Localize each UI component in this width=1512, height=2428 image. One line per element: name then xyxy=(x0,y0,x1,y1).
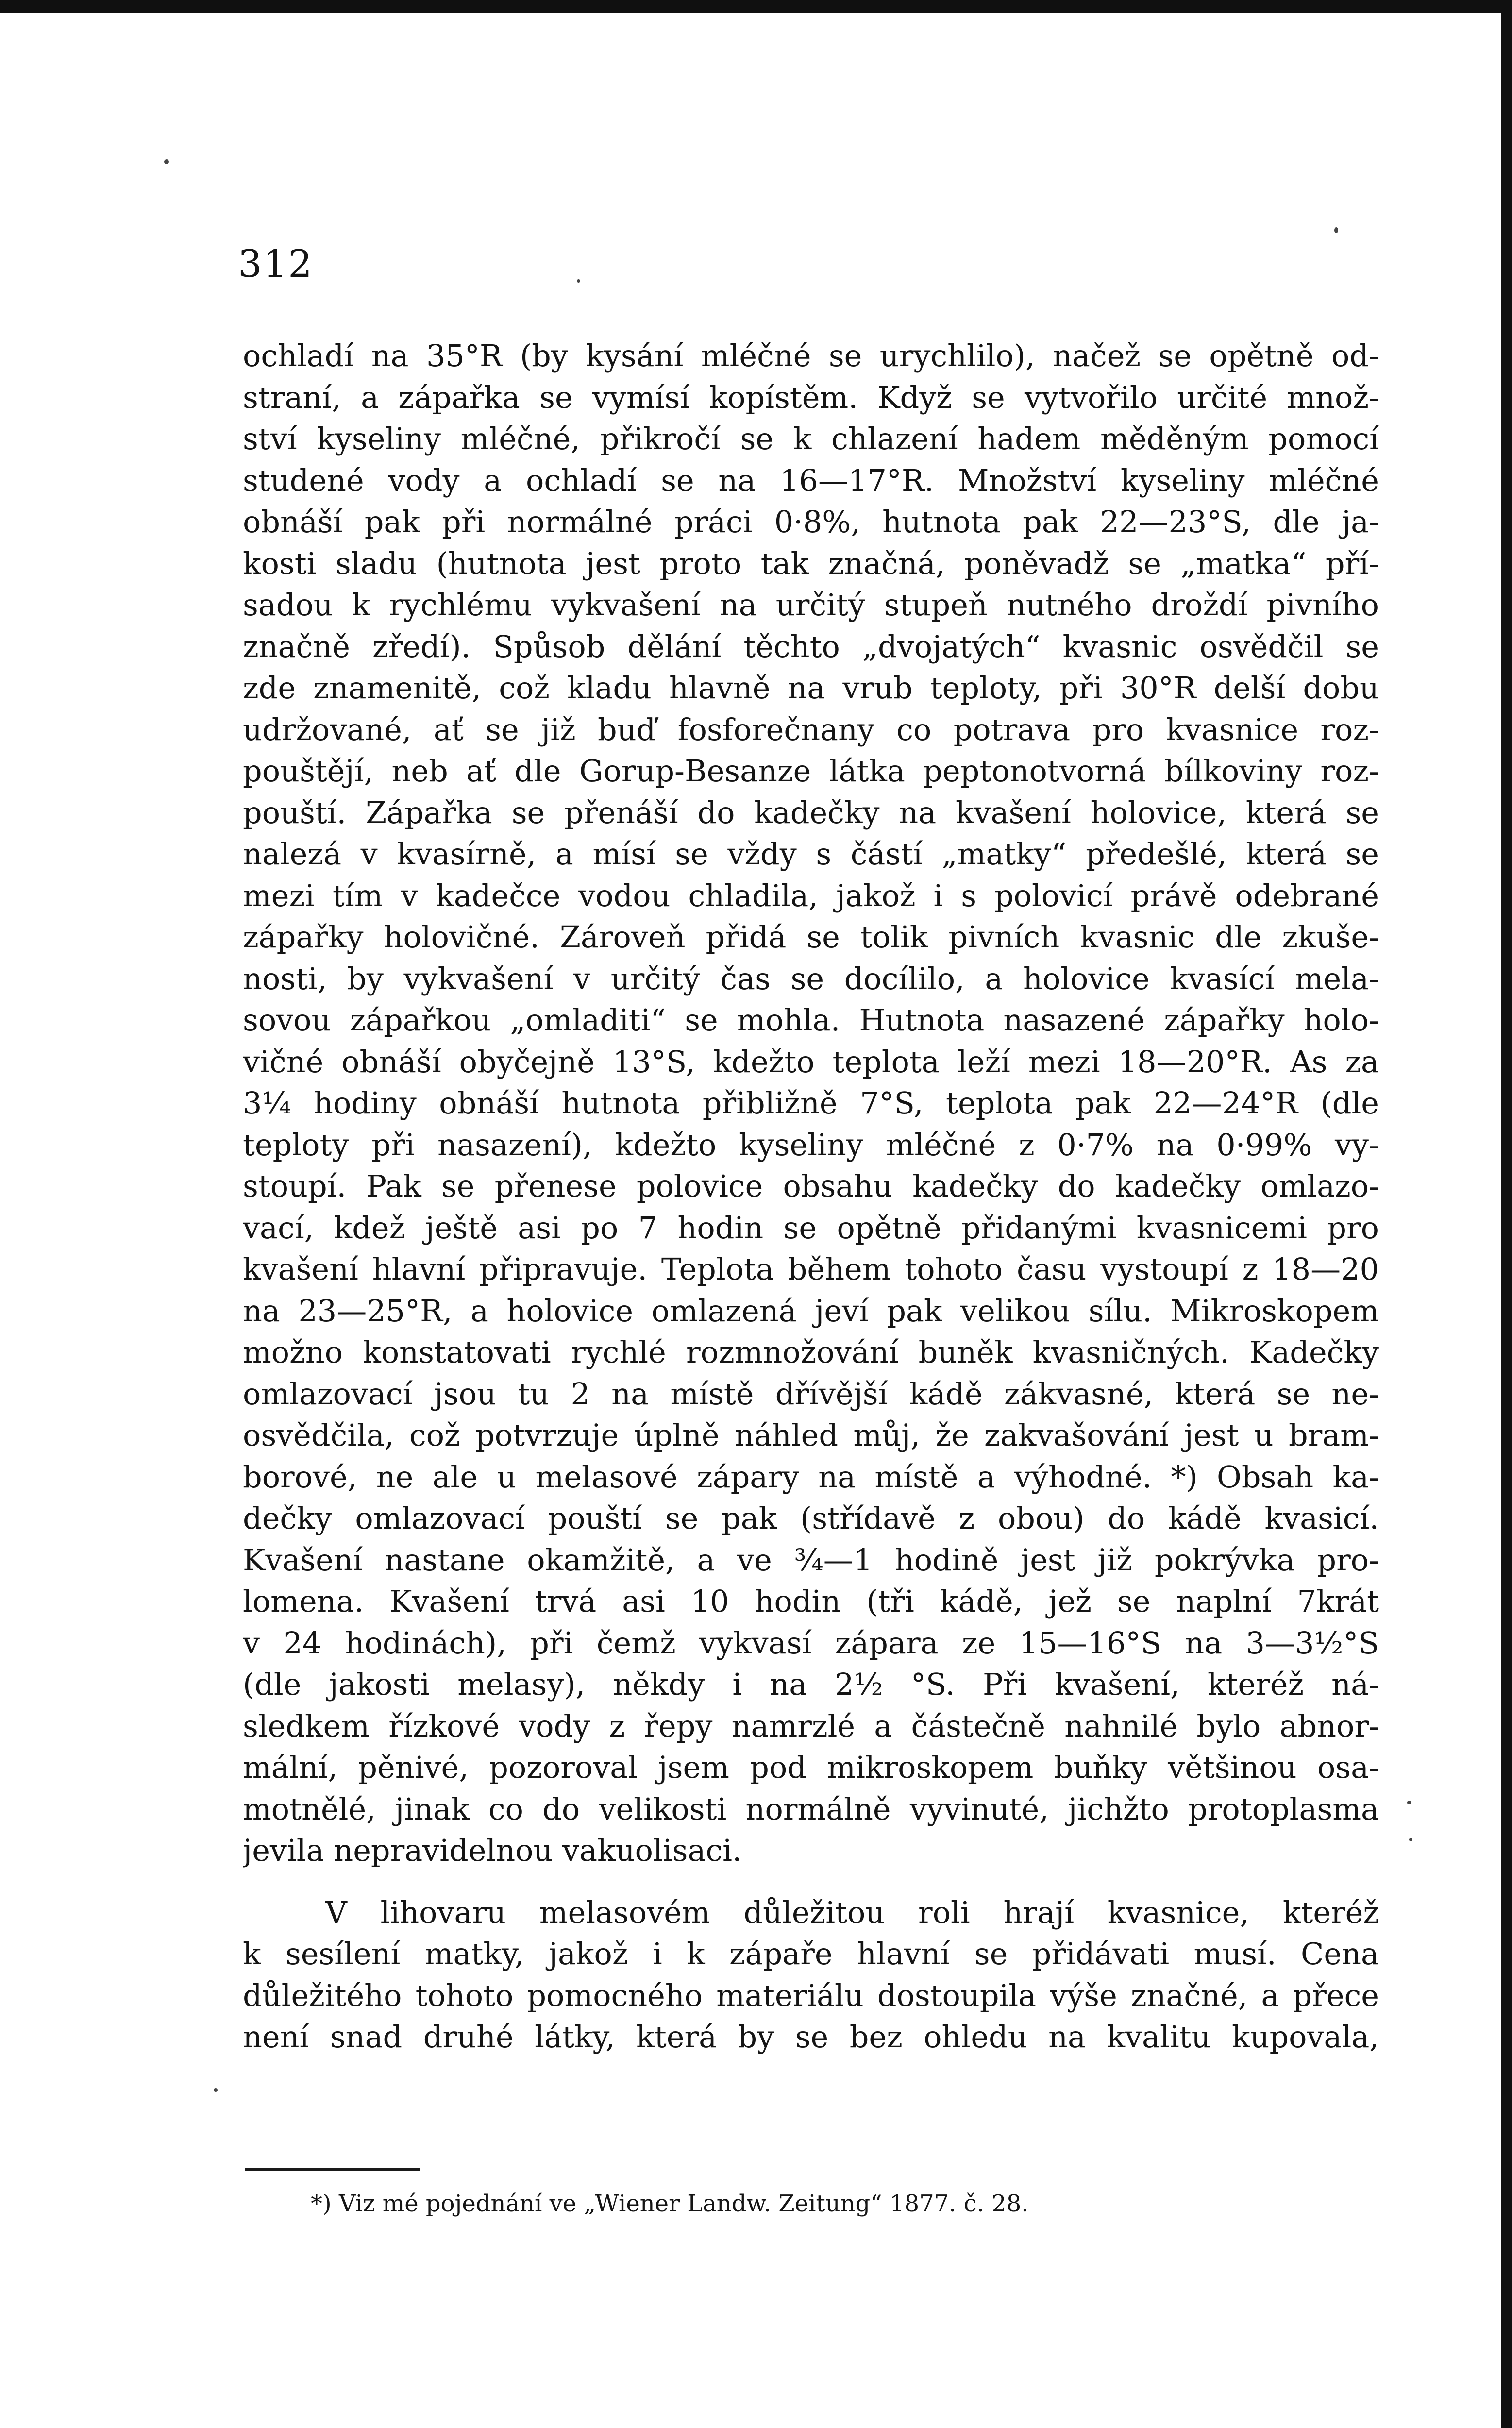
text-line: sledkem řízkové vody z řepy namrzlé a částečně nahnilé bylo abnor- xyxy=(243,1708,1379,1744)
text-line: teploty při nasazení), kdežto kyseliny mléčné z 0·7% na 0·99% vy- xyxy=(243,1127,1379,1163)
body-text xyxy=(243,335,1379,2058)
text-line: straní, a zápařka se vymísí kopístěm. Když se vytvořilo určité množ- xyxy=(243,379,1379,415)
page-number: 312 xyxy=(238,242,313,286)
text-line: v 24 hodinách), při čemž vykvasí zápara ze 15—16°S na 3—3½°S xyxy=(243,1625,1379,1661)
text-line: pouštějí, neb ať dle Gorup-Besanze látka peptonotvorná bílkoviny roz- xyxy=(243,753,1379,789)
footnote-separator xyxy=(245,2168,420,2171)
text-line: není snad druhé látky, která by se bez ohledu na kvalitu kupovala, xyxy=(243,2019,1379,2055)
text-line: omlazovací jsou tu 2 na místě dřívější kádě zákvasné, která se ne- xyxy=(243,1376,1379,1412)
text-line: osvědčila, což potvrzuje úplně náhled můj, že zakvašování jest u bram- xyxy=(243,1417,1379,1453)
text-line: kosti sladu (hutnota jest proto tak značná, poněvadž se „matka“ pří- xyxy=(243,545,1379,581)
text-line: udržované, ať se již buď fosforečnany co potrava pro kvasnice roz- xyxy=(243,711,1379,747)
scan-speck xyxy=(1407,1801,1411,1804)
text-line: ství kyseliny mléčné, přikročí se k chlazení hadem měděným pomocí xyxy=(243,421,1379,456)
scan-speck xyxy=(577,279,580,283)
text-line: lomena. Kvašení trvá asi 10 hodin (tři kádě, jež se naplní 7krát xyxy=(243,1584,1379,1619)
text-line: borové, ne ale u melasové zápary na místě a výhodné. *) Obsah ka- xyxy=(243,1459,1379,1495)
scan-speck xyxy=(164,159,169,164)
text-line: vičné obnáší obyčejně 13°S, kdežto teplota leží mezi 18—20°R. As za xyxy=(243,1044,1379,1079)
text-line: Kvašení nastane okamžitě, a ve ¾—1 hodině jest již pokrývka pro- xyxy=(243,1542,1379,1578)
text-line: zápařky holovičné. Zároveň přidá se tolik pivních kvasnic dle zkuše- xyxy=(243,919,1379,955)
text-line: sovou zápařkou „omladiti“ se mohla. Hutnota nasazené zápařky holo- xyxy=(243,1002,1379,1038)
text-line: značně zředí). Spůsob dělání těchto „dvojatých“ kvasnic osvědčil se xyxy=(243,628,1379,664)
text-line: motnělé, jinak co do velikosti normálně vyvinuté, jichžto protoplasma xyxy=(243,1791,1379,1827)
text-line: mální, pěnivé, pozoroval jsem pod mikroskopem buňky většinou osa- xyxy=(243,1750,1379,1785)
text-line: kvašení hlavní připravuje. Teplota během tohoto času vystoupí z 18—20 xyxy=(243,1251,1379,1287)
text-line: 3¼ hodiny obnáší hutnota přibližně 7°S, teplota pak 22—24°R (dle xyxy=(243,1085,1379,1121)
text-line: (dle jakosti melasy), někdy i na 2½ °S. Při kvašení, kteréž ná- xyxy=(243,1667,1379,1702)
text-line: nosti, by vykvašení v určitý čas se docílilo, a holovice kvasící mela- xyxy=(243,961,1379,996)
text-line: mezi tím v kadečce vodou chladila, jakož i s polovicí právě odebrané xyxy=(243,877,1379,913)
text-line: stoupí. Pak se přenese polovice obsahu kadečky do kadečky omlazo- xyxy=(243,1168,1379,1204)
text-line: nalezá v kvasírně, a mísí se vždy s částí „matky“ předešlé, která se xyxy=(243,836,1379,872)
footnote: *) Viz mé pojednání ve „Wiener Landw. Zeitung“ 1877. č. 28. xyxy=(311,2190,1029,2217)
scan-border-top xyxy=(0,0,1512,13)
text-line: pouští. Zápařka se přenáší do kadečky na kvašení holovice, která se xyxy=(243,794,1379,830)
text-line: jevila nepravidelnou vakuolisaci. xyxy=(243,1833,742,1868)
text-line: na 23—25°R, a holovice omlazená jeví pak velikou sílu. Mikroskopem xyxy=(243,1293,1379,1329)
text-line: obnáší pak při normálné práci 0·8%, hutnota pak 22—23°S, dle ja- xyxy=(243,504,1379,540)
paragraph-gap xyxy=(243,1872,1379,1892)
text-line: vací, kdež ještě asi po 7 hodin se opětně přidanými kvasnicemi pro xyxy=(243,1210,1379,1246)
scan-speck xyxy=(214,2088,218,2092)
text-line: dečky omlazovací pouští se pak (střídavě z obou) do kádě kvasicí. xyxy=(243,1501,1379,1536)
text-line: možno konstatovati rychlé rozmnožování buněk kvasničných. Kadečky xyxy=(243,1334,1379,1370)
scan-speck xyxy=(1409,1838,1412,1841)
text-line: sadou k rychlému vykvašení na určitý stupeň nutného droždí pivního xyxy=(243,587,1379,623)
scan-border-right xyxy=(1501,0,1512,2428)
text-line: ochladí na 35°R (by kysání mléčné se urychlilo), načež se opětně od- xyxy=(243,338,1379,373)
text-line: zde znamenitě, což kladu hlavně na vrub teploty, při 30°R delší dobu xyxy=(243,670,1379,706)
text-line: studené vody a ochladí se na 16—17°R. Množství kyseliny mléčné xyxy=(243,462,1379,498)
text-line: V lihovaru melasovém důležitou roli hrají kvasnice, kteréž xyxy=(325,1894,1379,1930)
scan-speck xyxy=(1334,227,1338,233)
text-line: důležitého tohoto pomocného materiálu dostoupila výše značné, a přece xyxy=(243,1977,1379,2013)
text-line: k sesílení matky, jakož i k zápaře hlavní se přidávati musí. Cena xyxy=(243,1936,1379,1972)
